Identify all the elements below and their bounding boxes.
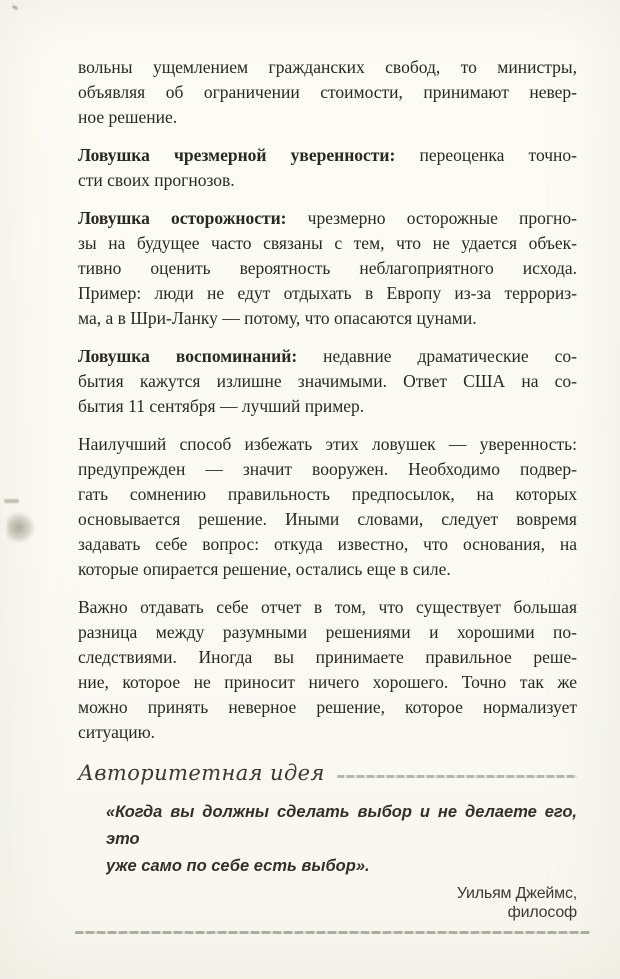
text-line: зы на будущее часто связаны с тем, что не удается объек- — [78, 233, 577, 253]
text-line: Ловушка осторожности: чрезмерно осторожные прогно- — [78, 208, 577, 228]
footer-rule — [75, 931, 590, 934]
text-line: Ловушка чрезмерной уверенности: переоценка точно- — [78, 145, 577, 165]
section-heading: Авторитетная идея — [78, 761, 325, 785]
attribution-name: Уильям Джеймс, — [456, 885, 577, 902]
text-line: ное решение. — [78, 107, 178, 127]
paragraph — [78, 432, 577, 582]
text-line: ние, которое не приносит ничего хорошего. Точно так же — [78, 672, 577, 692]
text-line: гать сомнению правильность предпосылок, на которых — [78, 484, 577, 504]
ink-smudge-blob — [7, 512, 35, 542]
heading-rule — [337, 775, 577, 778]
text-line: ма, а в Шри-Ланку — потому, что опасаются цунами. — [78, 308, 477, 328]
text-line: «Когда вы должны сделать выбор и не делаете его, это — [106, 803, 577, 848]
body-paragraphs — [78, 55, 577, 745]
text-line: вольны ущемлением гражданских свобод, то министры, — [78, 57, 577, 77]
authoritative-idea-section — [78, 761, 577, 922]
quote-attribution — [78, 884, 577, 922]
paragraph — [78, 206, 577, 331]
text-line: разница между разумными решениями и хорошими по- — [78, 622, 577, 642]
bold-lead: Ловушка воспоминаний: — [78, 346, 298, 366]
ink-smudge-dash — [4, 499, 19, 503]
text-line: следствиями. Иногда вы принимаете правильное реше- — [78, 647, 577, 667]
attribution-role: философ — [507, 904, 577, 921]
text-line: Пример: люди не едут отдыхать в Европу из-за террориз- — [78, 283, 577, 303]
scan-speck — [12, 5, 19, 10]
paragraph — [78, 344, 577, 419]
bold-lead: Ловушка осторожности: — [78, 208, 287, 228]
text-line: предупрежден — значит вооружен. Необходимо подвер- — [78, 459, 577, 479]
paragraph — [78, 143, 577, 193]
text-line: объявляя об ограничении стоимости, принимают невер- — [78, 82, 577, 102]
paragraph — [78, 55, 577, 130]
paragraph — [78, 595, 577, 745]
section-header — [78, 761, 577, 785]
text-line: уже само по себе есть выбор». — [106, 857, 370, 875]
text-line: ситуацию. — [78, 722, 156, 742]
quote — [78, 799, 577, 880]
text-line: Наилучший способ избежать этих ловушек — уверенность: — [78, 434, 577, 454]
text-line: тивно оценить вероятность неблагоприятного исхода. — [78, 258, 577, 278]
page-text-block — [78, 55, 577, 934]
text-line: которые опирается решение, остались еще в силе. — [78, 559, 451, 579]
text-line: Ловушка воспоминаний: недавние драматические со- — [78, 346, 577, 366]
text-line: бытия 11 сентября — лучший пример. — [78, 396, 365, 416]
text-line: основывается решение. Иными словами, следует вовремя — [78, 509, 577, 529]
text-line: Важно отдавать себе отчет в том, что существует большая — [78, 597, 577, 617]
text-line: бытия кажутся излишне значимыми. Ответ США на со- — [78, 371, 577, 391]
bold-lead: Ловушка чрезмерной уверенности: — [78, 145, 396, 165]
text-line: задавать себе вопрос: откуда известно, что основания, на — [78, 534, 577, 554]
text-line: сти своих прогнозов. — [78, 170, 235, 190]
text-line: можно принять неверное решение, которое нормализует — [78, 697, 577, 717]
